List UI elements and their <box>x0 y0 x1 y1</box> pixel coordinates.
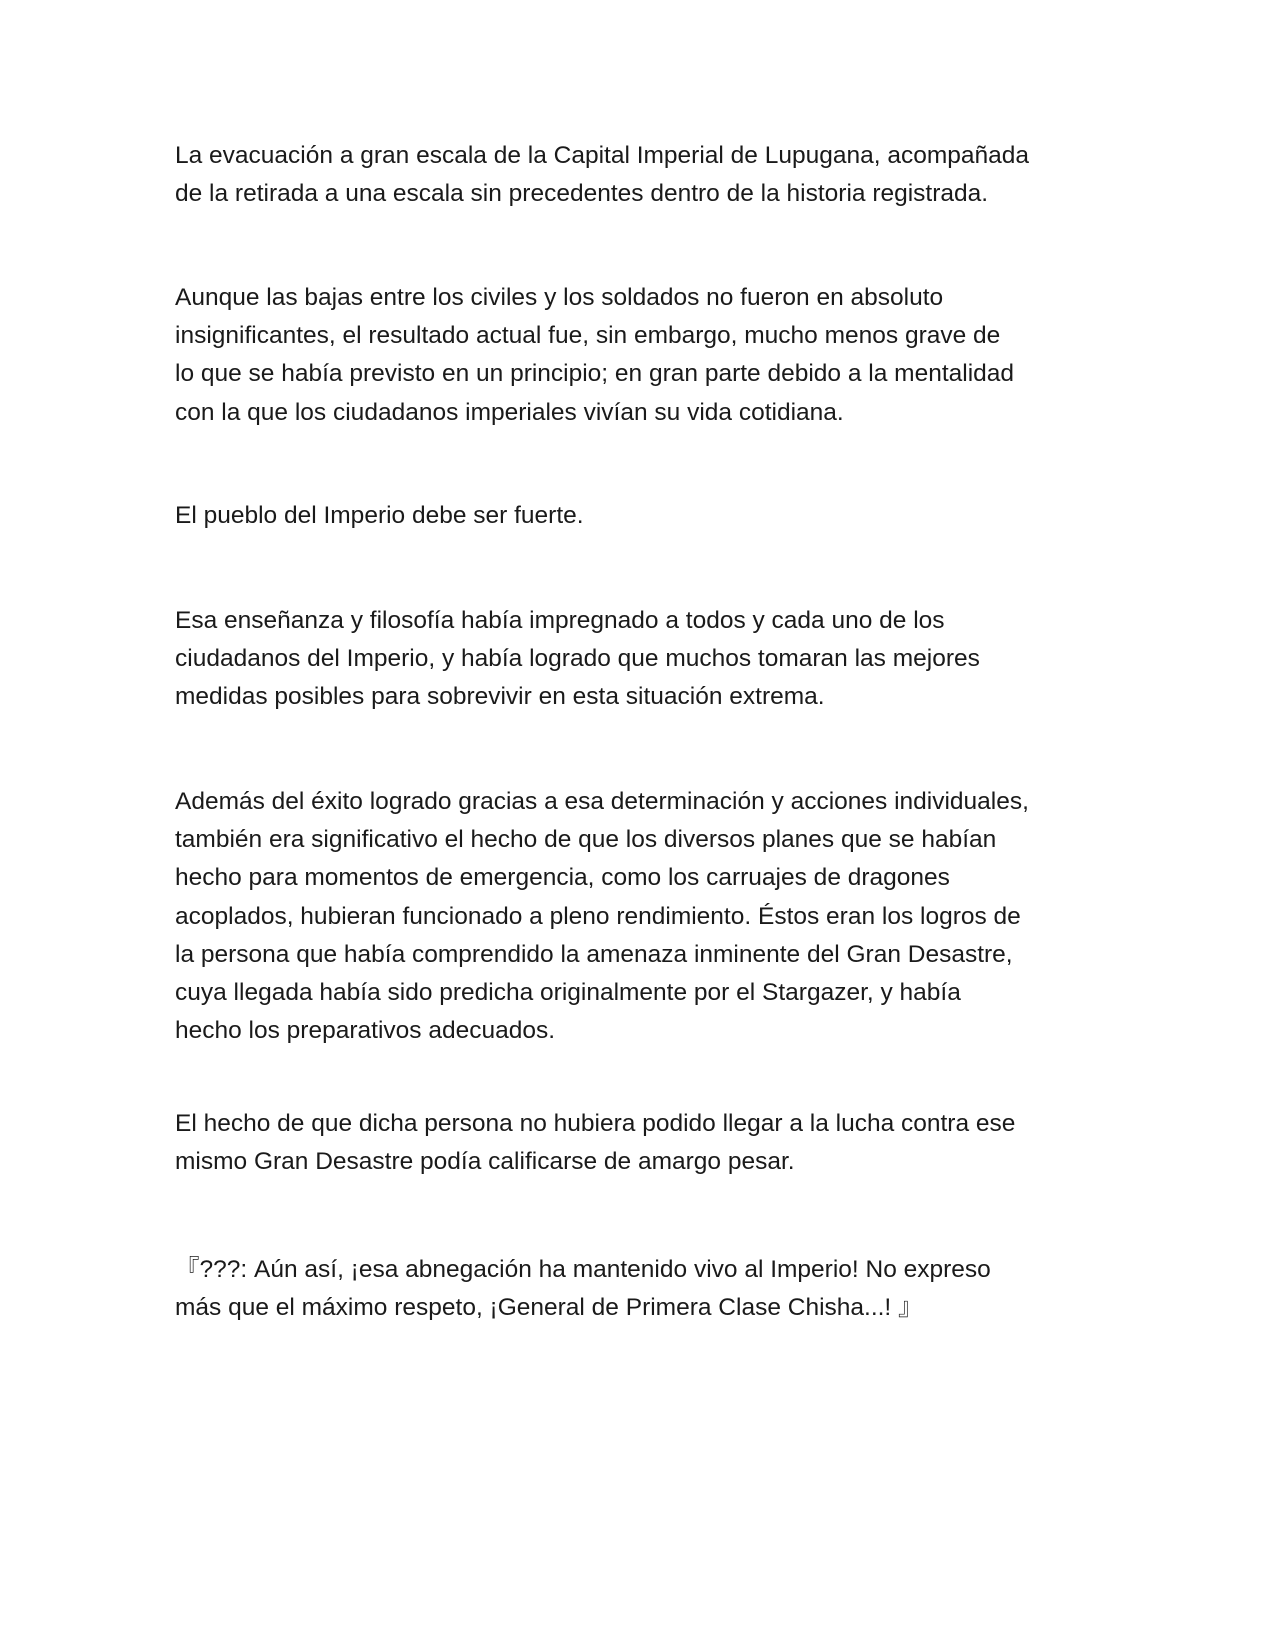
paragraph-quote <box>175 1251 1115 1327</box>
text-line: ciudadanos del Imperio, y había logrado que muchos tomaran las mejores <box>175 645 980 673</box>
text-line: más que el máximo respeto, ¡General de Primera Clase Chisha...! 』 <box>175 1294 923 1322</box>
text-line: con la que los ciudadanos imperiales vivían su vida cotidiana. <box>175 398 844 426</box>
text-line: medidas posibles para sobrevivir en esta situación extrema. <box>175 683 825 711</box>
paragraph-regret <box>175 1105 1115 1181</box>
text-line: lo que se había previsto en un principio; en gran parte debido a la mentalidad <box>175 360 1015 388</box>
text-line: El hecho de que dicha persona no hubiera podido llegar a la lucha contra ese <box>175 1110 1016 1137</box>
text-line: Aunque las bajas entre los civiles y los soldados no fueron en absoluto <box>175 284 944 311</box>
text-line: hecho los preparativos adecuados. <box>175 1017 556 1045</box>
text-line: la persona que había comprendido la amenaza inminente del Gran Desastre, <box>175 940 1013 968</box>
text-line: también era significativo el hecho de que los diversos planes que se habían <box>175 826 997 854</box>
text-line: cuya llegada había sido predicha originalmente por el Stargazer, y había <box>175 979 961 1007</box>
text-line: 『???: Aún así, ¡esa abnegación ha mantenido vivo al Imperio! No expreso <box>175 1256 991 1283</box>
text-line: de la retirada a una escala sin precedentes dentro de la historia registrada. <box>175 180 989 208</box>
paragraph-evacuation <box>175 137 1115 213</box>
text-line: El pueblo del Imperio debe ser fuerte. <box>175 502 584 529</box>
paragraph-preparations <box>175 783 1115 1050</box>
text-line: hecho para momentos de emergencia, como los carruajes de dragones <box>175 864 950 892</box>
text-line: mismo Gran Desastre podía calificarse de amargo pesar. <box>175 1148 795 1176</box>
paragraph-casualties <box>175 279 1115 432</box>
text-line: insignificantes, el resultado actual fue, sin embargo, mucho menos grave de <box>175 322 1001 350</box>
text-line: La evacuación a gran escala de la Capital Imperial de Lupugana, acompañada <box>175 142 1030 169</box>
text-line: acoplados, hubieran funcionado a pleno rendimiento. Éstos eran los logros de <box>175 902 1021 930</box>
text-line: Esa enseñanza y filosofía había impregnado a todos y cada uno de los <box>175 607 945 634</box>
paragraph-philosophy <box>175 602 1115 717</box>
paragraph-motto <box>175 497 1115 535</box>
text-line: Además del éxito logrado gracias a esa determinación y acciones individuales, <box>175 788 1029 815</box>
